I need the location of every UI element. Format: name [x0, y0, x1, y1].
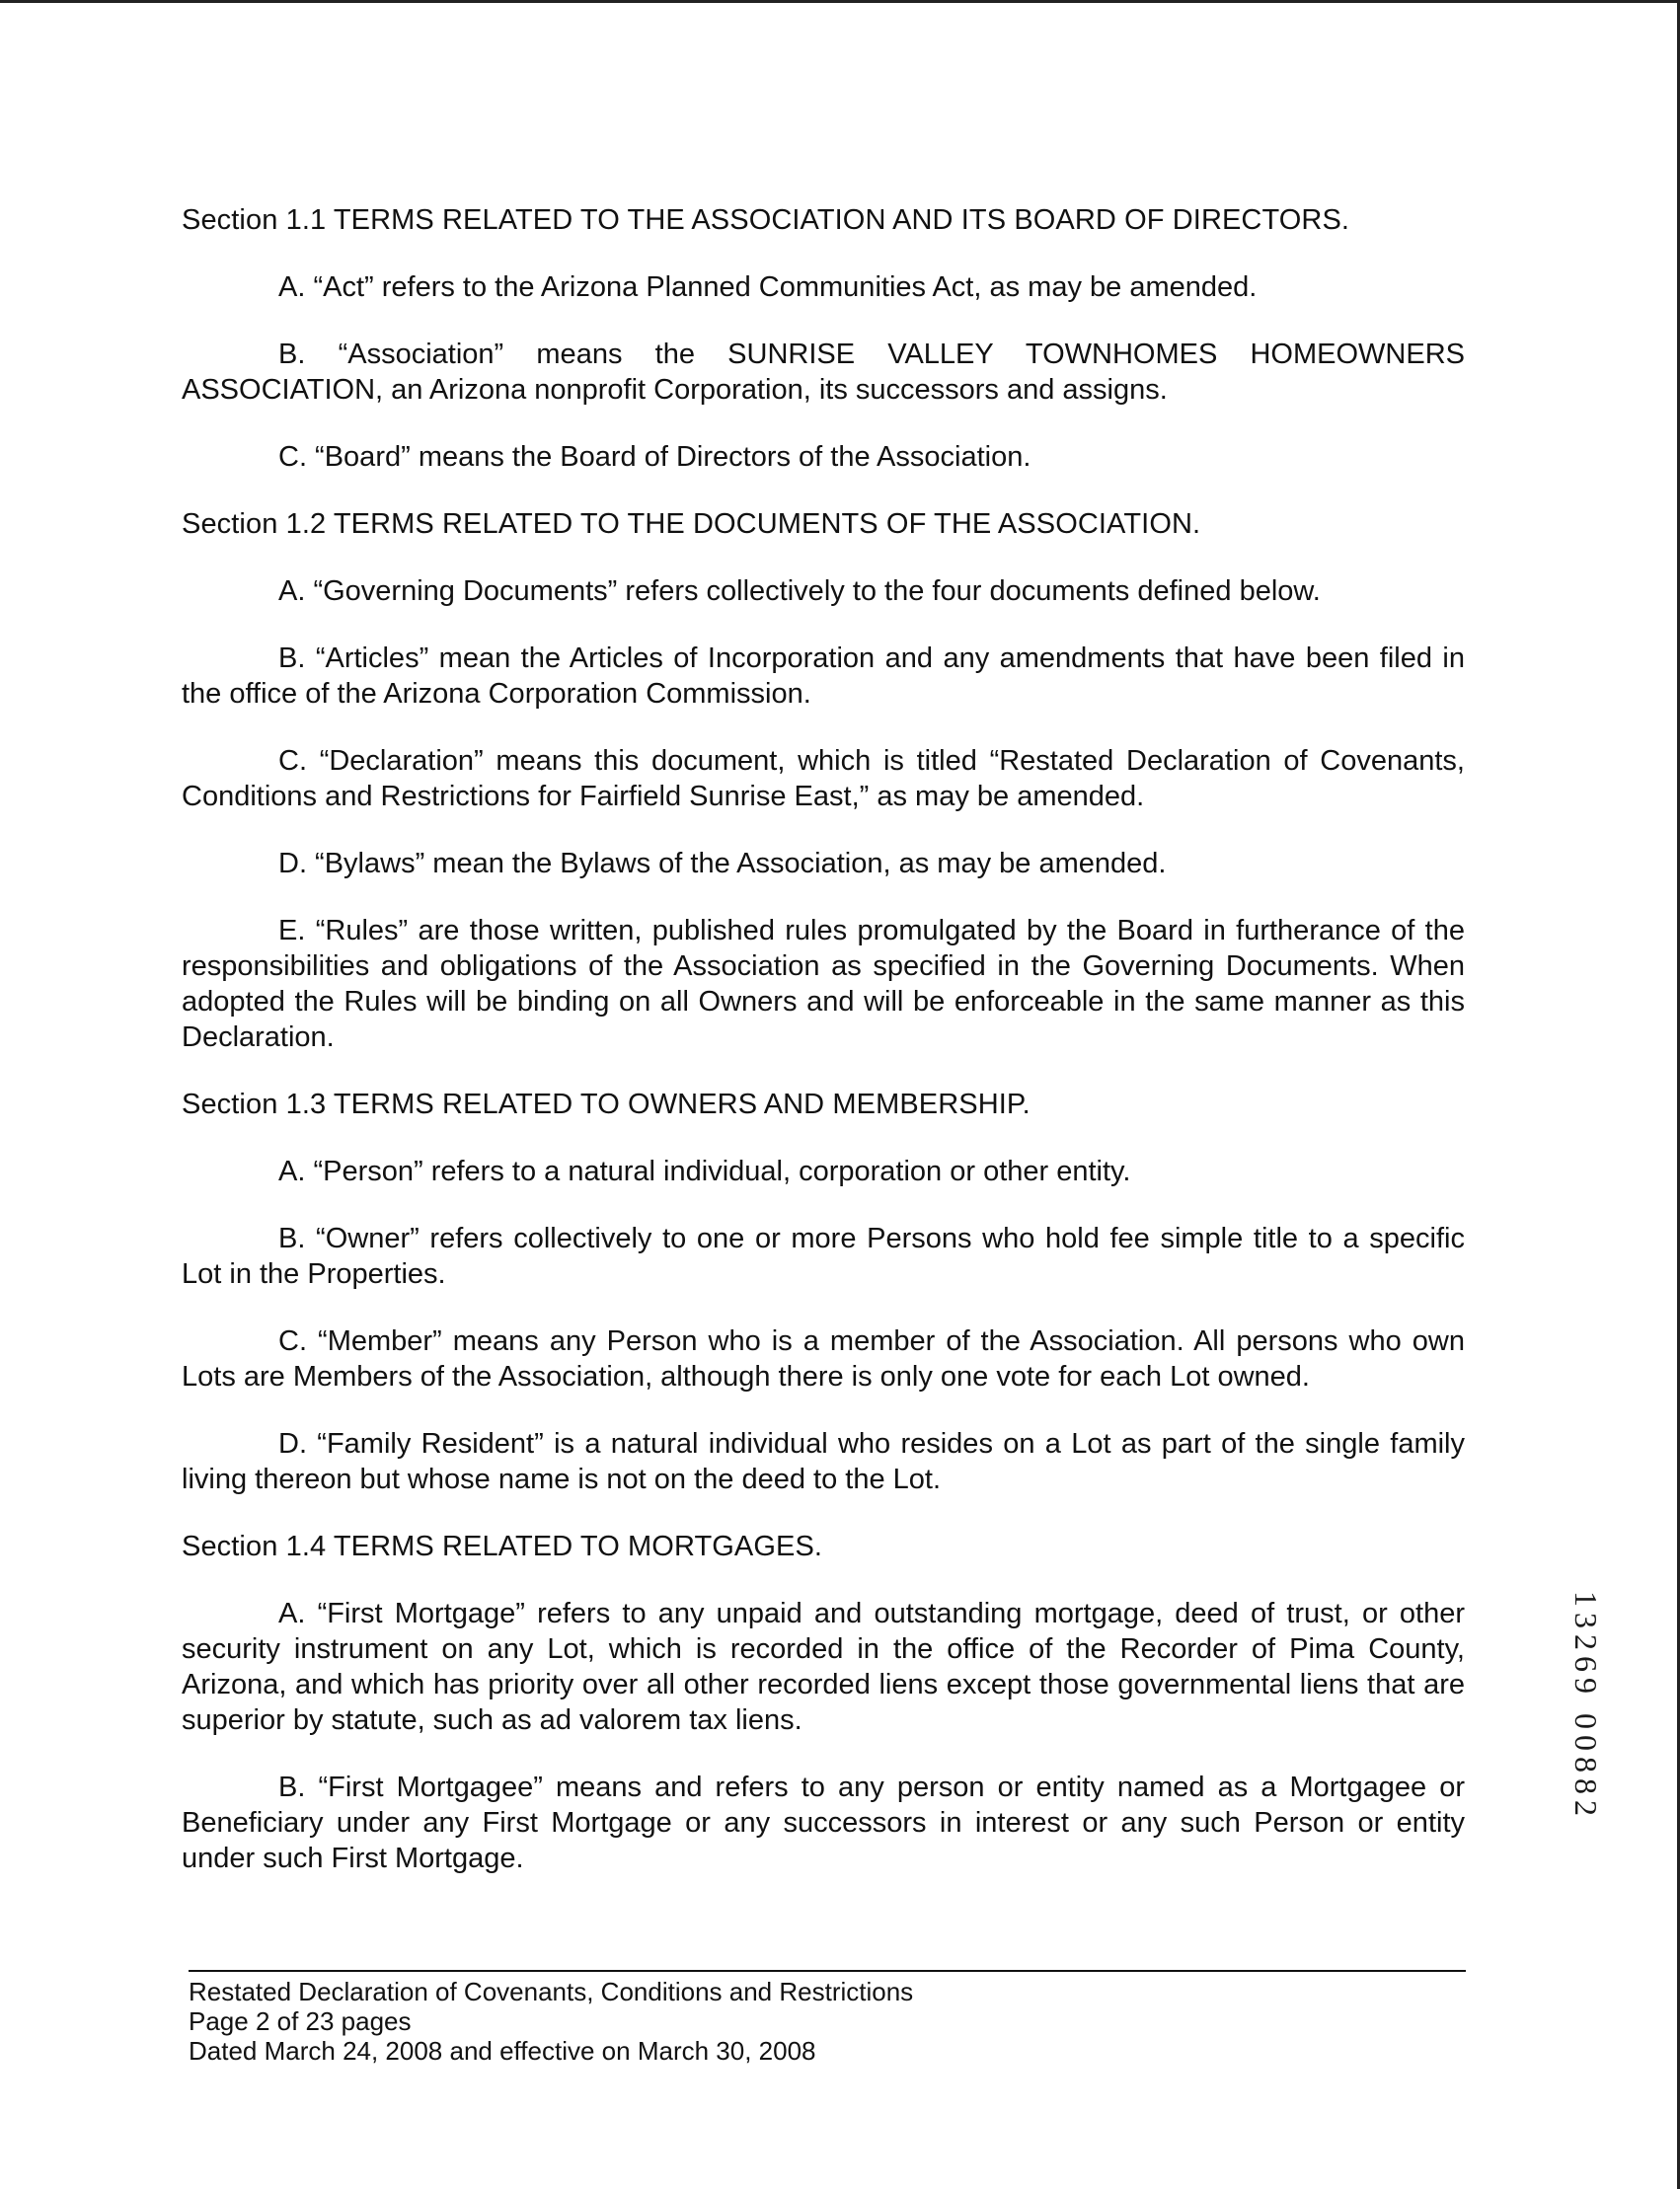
footer-divider [189, 1970, 1466, 1972]
definition-paragraph: C. “Member” means any Person who is a member of the Association. All persons who own Lots are Members of the Association, although there is only one vote for each Lot owned. [182, 1325, 1465, 1393]
footer-document-title: Restated Declaration of Covenants, Conditions and Restrictions [189, 1977, 914, 2006]
section-heading: Section 1.2 TERMS RELATED TO THE DOCUMENTS OF THE ASSOCIATION. [182, 508, 1201, 540]
document-body [182, 202, 1465, 1908]
definition-paragraph: A. “First Mortgage” refers to any unpaid and outstanding mortgage, deed of trust, or other security instrument on any Lot, which is recorded in the office of the Recorder of Pima County, Arizona, and which has priority over all other recorded liens except those governmental liens that are superior by statute, such as ad valorem tax liens. [182, 1598, 1465, 1736]
page-edge-top [0, 0, 1680, 3]
definition-paragraph: E. “Rules” are those written, published rules promulgated by the Board in furtherance of the responsibilities and obligations of the Association as specified in the Governing Documents. When adopted the Rules will be binding on all Owners and will be enforceable in the same manner as this Declaration. [182, 915, 1465, 1053]
footer-date: Dated March 24, 2008 and effective on March 30, 2008 [189, 2036, 816, 2066]
definition-paragraph: C. “Declaration” means this document, which is titled “Restated Declaration of Covenants, Conditions and Restrictions for Fairfield Sunrise East,” as may be amended. [182, 745, 1465, 812]
definition-paragraph: D. “Family Resident” is a natural individual who resides on a Lot as part of the single family living thereon but whose name is not on the deed to the Lot. [182, 1428, 1465, 1495]
section-1-1 [182, 202, 1465, 475]
section-heading: Section 1.4 TERMS RELATED TO MORTGAGES. [182, 1531, 823, 1562]
definition-paragraph: B. “Owner” refers collectively to one or more Persons who hold fee simple title to a specific Lot in the Properties. [182, 1223, 1465, 1290]
section-1-4 [182, 1529, 1465, 1876]
definition-paragraph: A. “Act” refers to the Arizona Planned Communities Act, as may be amended. [278, 271, 1258, 303]
section-heading: Section 1.1 TERMS RELATED TO THE ASSOCIATION AND ITS BOARD OF DIRECTORS. [182, 204, 1350, 236]
section-heading: Section 1.3 TERMS RELATED TO OWNERS AND MEMBERSHIP. [182, 1089, 1031, 1120]
definition-paragraph: C. “Board” means the Board of Directors of the Association. [278, 441, 1031, 473]
recording-stamp: 13269 00882 [1568, 1591, 1604, 1822]
section-1-2 [182, 506, 1465, 1055]
definition-paragraph: B. “Articles” mean the Articles of Incorporation and any amendments that have been filed in the office of the Arizona Corporation Commission. [182, 642, 1465, 710]
definition-paragraph: A. “Person” refers to a natural individual, corporation or other entity. [278, 1156, 1131, 1187]
page-footer [189, 1977, 913, 2066]
definition-paragraph: D. “Bylaws” mean the Bylaws of the Association, as may be amended. [278, 848, 1167, 879]
definition-paragraph: B. “First Mortgagee” means and refers to any person or entity named as a Mortgagee or Beneficiary under any First Mortgage or any successors in interest or any such Person or entity under such First Mortgage. [182, 1772, 1465, 1874]
section-1-3 [182, 1087, 1465, 1497]
definition-paragraph: A. “Governing Documents” refers collectively to the four documents defined below. [278, 575, 1321, 607]
footer-page-number: Page 2 of 23 pages [189, 2006, 412, 2036]
definition-paragraph: B. “Association” means the SUNRISE VALLEY TOWNHOMES HOMEOWNERS ASSOCIATION, an Arizona nonprofit Corporation, its successors and assigns. [182, 339, 1465, 406]
